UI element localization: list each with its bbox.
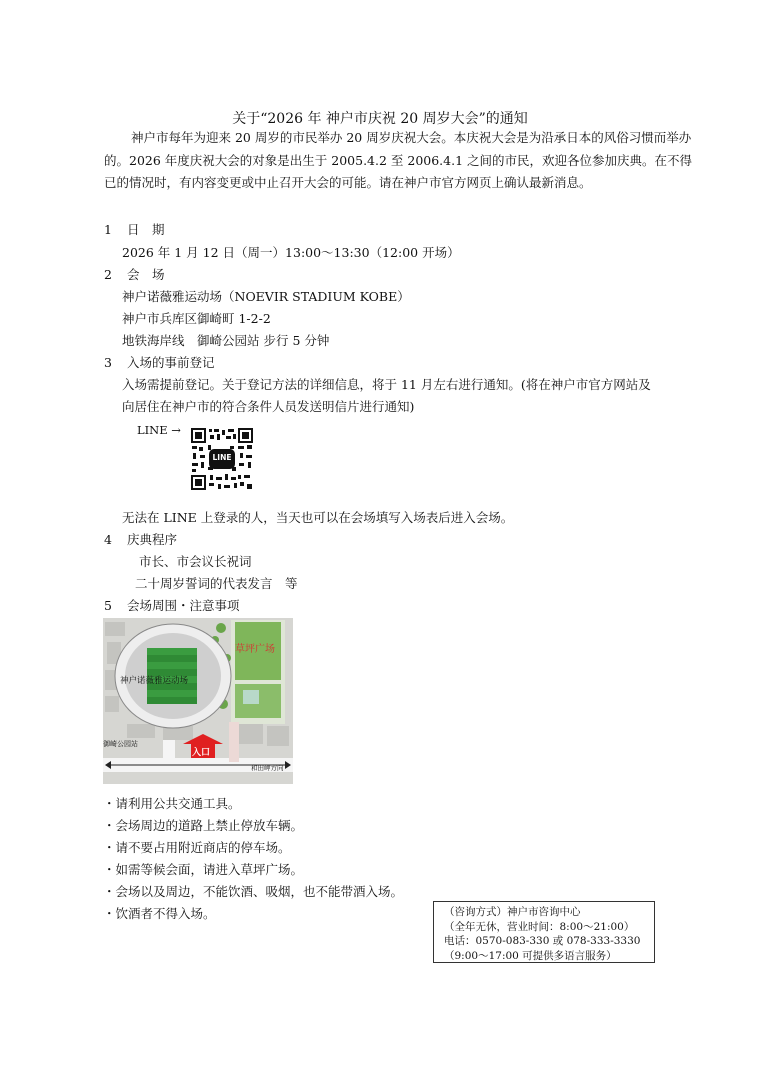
- notice-bullet: ・请不要占用附近商店的停车场。: [103, 840, 291, 855]
- section-5-heading: 会场周围・注意事项: [127, 598, 240, 613]
- notice-bullet: ・请利用公共交通工具。: [103, 796, 241, 811]
- section-3-heading: 入场的事前登记: [127, 355, 215, 370]
- section-1-number: 1: [104, 222, 112, 237]
- contact-phone: 电话：0570-083-330 或 078-333-3330: [444, 935, 641, 947]
- map-label-entrance: 入口: [192, 748, 211, 758]
- section-4-number: 4: [104, 532, 112, 547]
- line-note: 无法在 LINE 上登录的人，当天也可以在会场填写入场表后进入会场。: [122, 510, 514, 525]
- section-3-number: 3: [104, 355, 112, 370]
- program-item-1: 市长、市会议长祝词: [139, 554, 252, 569]
- notice-title: 关于“2026 年 神户市庆祝 20 周岁大会”的通知: [232, 111, 528, 127]
- contact-line-1: （咨询方式）神户市咨询中心: [444, 906, 581, 918]
- venue-address: 神户市兵库区御崎町 1-2-2: [122, 311, 271, 326]
- section-4-heading: 庆典程序: [127, 532, 178, 547]
- line-label: LINE →: [137, 423, 181, 437]
- venue-name: 神户诺薇雅运动场（NOEVIR STADIUM KOBE）: [122, 289, 410, 304]
- contact-line-2: （全年无休，营业时间：8:00～21:00）: [444, 920, 635, 933]
- notice-bullet: ・会场周边的道路上禁止停放车辆。: [103, 818, 304, 833]
- date-line: 2026 年 1 月 12 日（周一）13:00～13:30（12:00 开场）: [122, 245, 460, 260]
- intro-paragraph: [104, 127, 694, 195]
- venue-access: 地铁海岸线 御崎公园站 步行 5 分钟: [122, 333, 330, 348]
- qr-line-logo-text: LINE: [212, 453, 232, 462]
- section-2-number: 2: [104, 267, 112, 282]
- registration-line-2: 向居住在神户市的符合条件人员发送明信片进行通知): [122, 399, 415, 414]
- section-2-heading: 会 场: [127, 267, 165, 282]
- map-label-lawn: 草坪广场: [235, 644, 275, 655]
- registration-line-1: 入场需提前登记。关于登记方法的详细信息，将于 11 月左右进行通知。(将在神户市官方网站及: [122, 377, 651, 392]
- contact-line-4: （9:00～17:00 可提供多语言服务）: [444, 949, 617, 962]
- map-label-station: 御崎公园站: [103, 740, 138, 748]
- section-5-number: 5: [104, 598, 112, 613]
- program-item-2: 二十周岁誓词的代表发言 等: [135, 576, 298, 591]
- notice-bullet: ・会场以及周边，不能饮酒、吸烟，也不能带酒入场。: [103, 884, 404, 899]
- venue-map: [103, 618, 293, 784]
- intro-text: 神户市每年为迎来 20 周岁的市民举办 20 周岁庆祝大会。本庆祝大会是为沿承日本的风俗习惯而举办的。2026 年度庆祝大会的对象是出生于 2005.4.2 至 2006.4.1 之间的市民，欢迎各位参加庆典。在不得已的情况时，有内容变更或中止召开大会的可能。请在神户市官方网页上确认最新消息。: [104, 130, 693, 190]
- map-label-road: 和田岬方向: [251, 764, 284, 772]
- map-label-stadium: 神户诺薇雅运动场: [120, 676, 189, 686]
- notice-bullet: ・如需等候会面，请进入草坪广场。: [103, 862, 304, 877]
- notice-bullet: ・饮酒者不得入场。: [103, 906, 216, 921]
- contact-box: [433, 901, 655, 963]
- line-qr-code[interactable]: [190, 427, 254, 491]
- section-1-heading: 日 期: [127, 222, 165, 237]
